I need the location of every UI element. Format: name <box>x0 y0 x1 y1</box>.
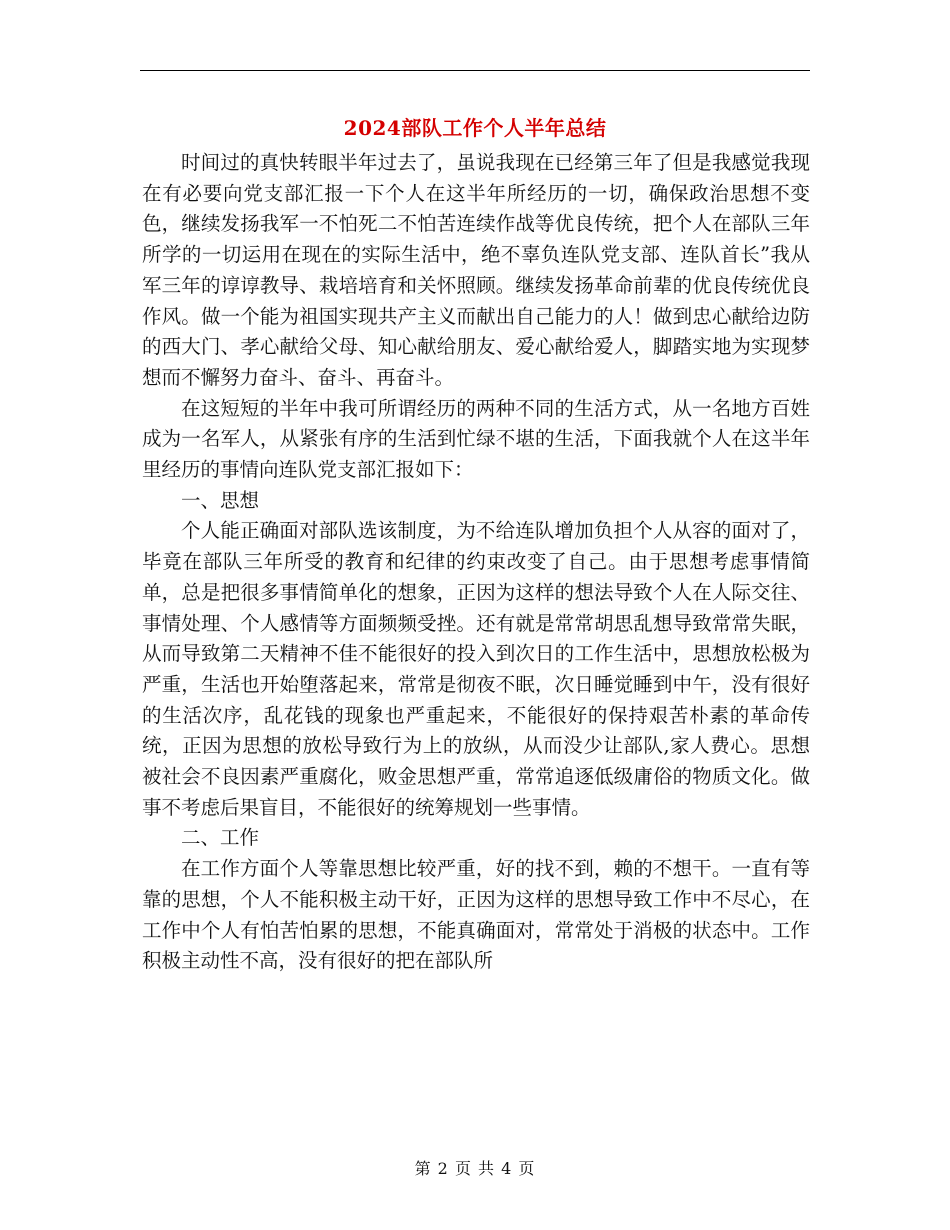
section-heading-thought: 一、思想 <box>181 488 260 512</box>
document-title: 2024部队工作个人半年总结 <box>343 116 607 140</box>
section-heading-work: 二、工作 <box>181 826 260 850</box>
paragraph-work: 在工作方面个人等靠思想比较严重，好的找不到，赖的不想干。一直有等靠的思想，个人不能积极主动干好，正因为这样的思想导致工作中不尽心，在工作中个人有怕苦怕累的思想，不能真确面对，常常处于消极的状态中。工作积极主动性不高，没有很好的把在部队所 <box>142 857 810 973</box>
paragraph-intro: 时间过的真快转眼半年过去了，虽说我现在已经第三年了但是我感觉我现在有必要向党支部汇报一下个人在这半年所经历的一切，确保政治思想不变色，继续发扬我军一不怕死二不怕苦连续作战等优良传统，把个人在部队三年所学的一切运用在现在的实际生活中，绝不辜负连队党支部、连队首长”我从军三年的谆谆教导、栽培培育和关怀照顾。继续发扬革命前辈的优良传统优良作风。做一个能为祖国实现共产主义而献出自己能力的人！做到忠心献给边防的西大门、孝心献给父母、知心献给朋友、爱心献给爱人，脚踏实地为实现梦想而不懈努力奋斗、奋斗、再奋斗。 <box>142 151 810 389</box>
paragraph-thought: 个人能正确面对部队选该制度，为不给连队增加负担个人从容的面对了，毕竟在部队三年所受的教育和纪律的约束改变了自己。由于思想考虑事情简单，总是把很多事情简单化的想象，正因为这样的想法导致个人在人际交往、事情处理、个人感情等方面频频受挫。还有就是常常胡思乱想导致常常失眠，从而导致第二天精神不佳不能很好的投入到次日的工作生活中，思想放松极为严重，生活也开始堕落起来，常常是彻夜不眠，次日睡觉睡到中午，没有很好的生活次序，乱花钱的现象也严重起来，不能很好的保持艰苦朴素的革命传统，正因为思想的放松导致行为上的放纵，从而没少让部队,家人费心。思想被社会不良因素严重腐化，败金思想严重，常常追逐低级庸俗的物质文化。做事不考虑后果盲目，不能很好的统筹规划一些事情。 <box>142 519 810 819</box>
page-number-footer: 第 2 页 共 4 页 <box>414 1159 536 1178</box>
paragraph-overview: 在这短短的半年中我可所谓经历的两种不同的生活方式，从一名地方百姓成为一名军人，从紧张有序的生活到忙绿不堪的生活，下面我就个人在这半年里经历的事情向连队党支部汇报如下： <box>142 396 810 482</box>
header-rule <box>140 70 810 71</box>
document-body <box>142 148 810 977</box>
